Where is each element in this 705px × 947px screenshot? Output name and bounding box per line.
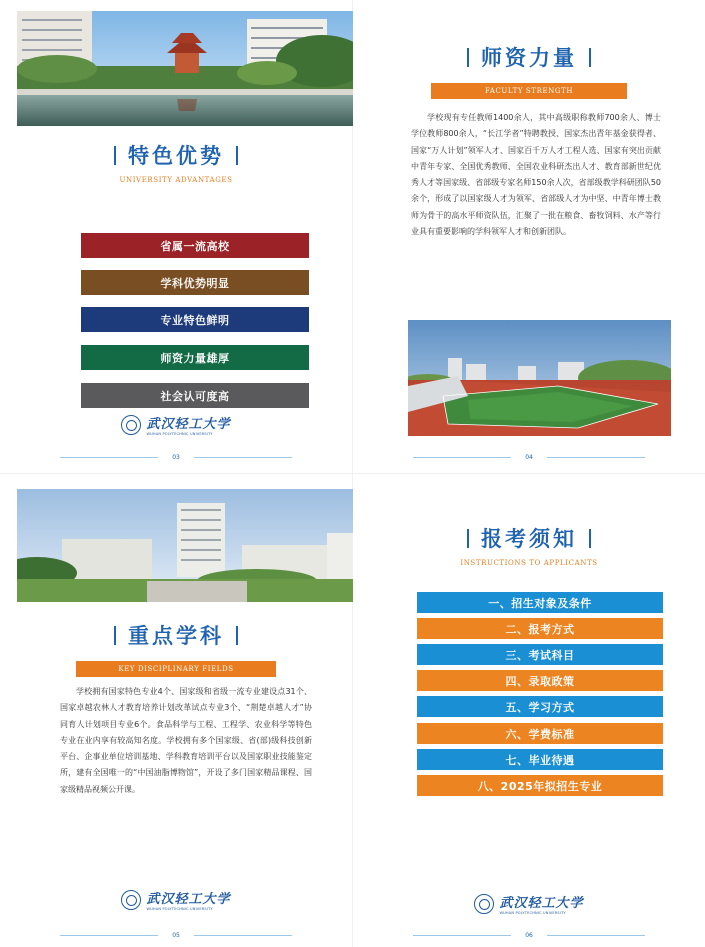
advantage-tag: 专业特色鲜明 — [81, 307, 309, 332]
logo-subtext: WUHAN POLYTECHNIC UNIVERSITY — [146, 907, 213, 911]
advantage-tag: 学科优势明显 — [81, 270, 309, 295]
page-03 — [0, 0, 352, 473]
instruction-item[interactable]: 八、2025年拟招生专业 — [417, 775, 663, 796]
page-number: 03 — [172, 453, 180, 461]
university-emblem-icon — [121, 415, 141, 435]
campus-buildings-photo — [17, 489, 368, 602]
section-title-block — [353, 523, 705, 567]
university-logo — [0, 413, 352, 436]
section-subtitle-banner: FACULTY STRENGTH — [431, 83, 627, 99]
page-footer — [60, 452, 292, 462]
section-title: 师资力量 — [353, 42, 705, 72]
section-title-block — [0, 620, 352, 677]
page-footer — [413, 930, 645, 940]
advantage-tag: 师资力量雄厚 — [81, 345, 309, 370]
instruction-item[interactable]: 六、学费标准 — [417, 723, 663, 744]
instruction-item[interactable]: 一、招生对象及条件 — [417, 592, 663, 613]
section-title-block — [0, 140, 352, 184]
page-number: 06 — [525, 931, 533, 939]
logo-text: 武汉轻工大学 — [146, 892, 231, 907]
logo-subtext: WUHAN POLYTECHNIC UNIVERSITY — [499, 911, 566, 915]
page-04 — [353, 0, 705, 473]
instruction-item[interactable]: 七、毕业待遇 — [417, 749, 663, 770]
page-footer — [413, 452, 645, 462]
university-emblem-icon — [474, 894, 494, 914]
logo-text: 武汉轻工大学 — [499, 896, 584, 911]
faculty-paragraph: 学校现有专任教师1400余人，其中高级职称教师700余人、博士学位教师800余人，“长江学者”特聘教授、国家杰出青年基金获得者、国家“万人计划”领军人才、国家百千万人才工程人选、国家有突出贡献中青年专家、全国优秀教师、全国农业科研杰出人才、教育部新世纪优秀人才等国家级、省部级专家名师150余人次，省部级教学科研团队50余个，形成了以国家级人才为领军、省部级人才为中坚、中青年博士教师为骨干的高水平师资队伍，汇聚了一批在粮食、畜牧饲料、水产等行业具有重要影响的学科领军人才和创新团队。 — [411, 113, 661, 237]
university-logo — [353, 892, 705, 915]
instruction-item[interactable]: 三、考试科目 — [417, 644, 663, 665]
logo-text: 武汉轻工大学 — [146, 417, 231, 432]
section-title: 重点学科 — [0, 620, 352, 650]
page-05 — [0, 474, 352, 947]
university-emblem-icon — [121, 890, 141, 910]
instruction-item[interactable]: 四、录取政策 — [417, 670, 663, 691]
university-logo — [0, 888, 352, 911]
campus-pavilion-photo — [17, 11, 368, 126]
section-title: 特色优势 — [0, 140, 352, 170]
page-number: 05 — [172, 931, 180, 939]
section-subtitle: INSTRUCTIONS TO APPLICANTS — [460, 559, 598, 567]
section-subtitle-banner: KEY DISCIPLINARY FIELDS — [76, 661, 276, 677]
section-title: 报考须知 — [353, 523, 705, 553]
section-subtitle: UNIVERSITY ADVANTAGES — [119, 176, 233, 184]
page-number: 04 — [525, 453, 533, 461]
page-06 — [353, 474, 705, 947]
instruction-item[interactable]: 五、学习方式 — [417, 696, 663, 717]
logo-subtext: WUHAN POLYTECHNIC UNIVERSITY — [146, 432, 213, 436]
section-title-block — [353, 42, 705, 99]
disciplines-paragraph: 学校拥有国家特色专业4个、国家级和省级一流专业建设点31个、国家卓越农林人才教育培养计划改革试点专业3个、“荆楚卓越人才”协同育人计划项目专业6个。食品科学与工程、工程学、农业科学等特色专业在业内享有较高知名度。学校拥有多个国家级、省(部)级科技创新平台、企事业单位培训基地、学科教育培训平台以及国家职业技能鉴定所，建有全国唯一的“中国油脂博物馆”，开设了多门国家精品课程、国家级精品视频公开课。 — [60, 687, 312, 794]
page-footer — [60, 930, 292, 940]
advantage-tag: 社会认可度高 — [81, 383, 309, 408]
advantage-tag: 省属一流高校 — [81, 233, 309, 258]
instruction-item[interactable]: 二、报考方式 — [417, 618, 663, 639]
stadium-photo — [408, 320, 671, 436]
